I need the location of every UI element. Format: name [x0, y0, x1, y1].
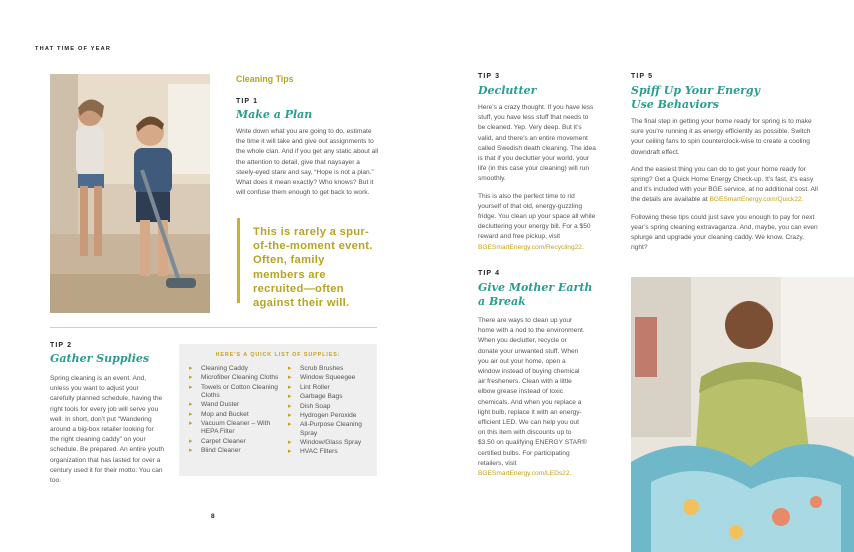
list-item: ▸ Dish Soap [288, 403, 374, 411]
tip2-body: Spring cleaning is an event. And, unless you want to adjust your carefully planned schedule, having the right tools for every job will serve you well. In short, don’t put “Wandering around a big-box retailer looking for the right cleaning caddy” on your schedule. Be prepared. An entire youth organization that has lasted for over a century used it for their motto: You can too. [50, 375, 165, 485]
tip4-body [478, 316, 588, 486]
list-item: ▸ Garbage Bags [288, 393, 374, 401]
page-number: 8 [211, 513, 215, 520]
tip1-number: TIP 1 [236, 98, 259, 105]
section-label: THAT TIME OF YEAR [35, 46, 112, 52]
tip2-number: TIP 2 [50, 342, 73, 349]
tip3-title: Declutter [478, 84, 537, 97]
tip1-body: Write down what you are going to do, estimate the time it will take and give out assignments to the whole clan. And if you get any static about all the attention to detail, give that naysayer a steely-eyed stare and say, “Hope is not a plan.” What does it mean exactly? Who knows? But it will confuse them enough to get back to work. [236, 128, 379, 197]
supplies-box [179, 344, 377, 476]
tip2-title: Gather Supplies [50, 352, 150, 365]
list-item: ▸ Mop and Bucket [189, 411, 279, 419]
tip5-title: Spiff Up Your Energy Use Behaviors [631, 84, 760, 111]
tip1-title: Make a Plan [236, 108, 313, 121]
recycling-link[interactable]: BGESmartEnergy.com/Recycling22. [478, 243, 584, 251]
tip5-paragraph-2 [631, 165, 821, 206]
tip4-paragraph-text: There are ways to clean up your home with a nod to the environment. When you declutter, recycle or donate your unwanted stuff. When you air out your home, open a window instead of buying chemical air fresheners. Clean with a little elbow grease instead of toxic chemicals. And when you replace a light bulb, replace it with an energy-efficient LED. We can help you out on this item with discounts up to $3.50 on qualifying ENERGY STAR® certified bulbs. For participating retailers, visit [478, 317, 587, 467]
list-item: ▸ All-Purpose Cleaning Spray [288, 421, 374, 437]
list-item: ▸ Carpet Cleaner [189, 438, 279, 446]
tip4-title: Give Mother Earth a Break [478, 281, 593, 308]
tip5-number: TIP 5 [631, 73, 654, 80]
cleaning-tips-heading: Cleaning Tips [236, 74, 294, 84]
list-item: ▸ Lint Roller [288, 384, 374, 392]
list-item: ▸ Cleaning Caddy [189, 365, 279, 373]
tip3-number: TIP 3 [478, 73, 501, 80]
list-item: ▸ Wand Duster [189, 401, 279, 409]
tip5-paragraph-1: The final step in getting your home ready for spring is to make sure you’re running it as energy efficiently as possible. Switch your ceiling fans to spin counterclock-wise to create a cooling downdraft effect. [631, 118, 812, 156]
list-item: ▸ Towels or Cotton Cleaning Cloths [189, 384, 279, 400]
list-item: ▸ Scrub Brushes [288, 365, 374, 373]
supplies-heading: HERE’S A QUICK LIST OF SUPPLIES: [215, 352, 341, 358]
tip3-body [478, 103, 596, 260]
list-item: ▸ Window Squeegee [288, 374, 374, 382]
supplies-list-left [189, 365, 279, 457]
supplies-list-right [288, 365, 374, 458]
quick-checkup-link[interactable]: BGESmartEnergy.com/Quick22. [709, 196, 804, 204]
list-item: ▸ Window/Glass Spray [288, 439, 374, 447]
list-item: ▸ Hydrogen Peroxide [288, 412, 374, 420]
leds-link[interactable]: BGESmartEnergy.com/LEDs22. [478, 470, 572, 478]
tip3-paragraph-2 [478, 192, 596, 253]
woman-laundry-photo [631, 277, 854, 552]
tip4-number: TIP 4 [478, 270, 501, 277]
list-item: ▸ Blind Cleaner [189, 447, 279, 455]
pull-quote: This is rarely a spur-of-the-moment event. Often, family members are recruited—often against their will. [253, 226, 373, 310]
tip5-body [631, 117, 821, 260]
section-divider [50, 327, 377, 328]
list-item: ▸ Vacuum Cleaner – With HEPA Filter [189, 420, 279, 436]
tip5-paragraph-3: Following these tips could just save you enough to pay for next year’s spring cleaning extravaganza. And, maybe, you can even splurge and upgrade your cleaning caddy. We know. Crazy, right? [631, 213, 818, 252]
kids-vacuuming-photo [50, 74, 210, 313]
tip3-paragraph-1: Here’s a crazy thought. If you have less stuff, you have less stuff that needs to be cleaned. Yep. Very deep. But it’s valid, and there’s an entire movement called Swedish death cleaning. The idea is that if you declutter your world, your life (in this case your cleaning) will run smoothly. [478, 104, 596, 183]
list-item: ▸ Microfiber Cleaning Cloths [189, 374, 279, 382]
tip5-paragraph-2-text: And the easiest thing you can do to get your home ready for spring? Get a Quick Home Energy Check-up. It’s fast, it’s easy and it’s included with your BGE service, at no additional cost. All the details are available at [631, 165, 818, 204]
quote-bar [237, 218, 240, 303]
tip3-paragraph-2-text: This is also the perfect time to rid yourself of that old, energy-guzzling fridge. You clean up your space all while decluttering your energy bill. For a $50 reward and free pickup, visit [478, 192, 596, 241]
list-item: ▸ HVAC Filters [288, 448, 374, 456]
tip4-paragraph [478, 316, 588, 479]
